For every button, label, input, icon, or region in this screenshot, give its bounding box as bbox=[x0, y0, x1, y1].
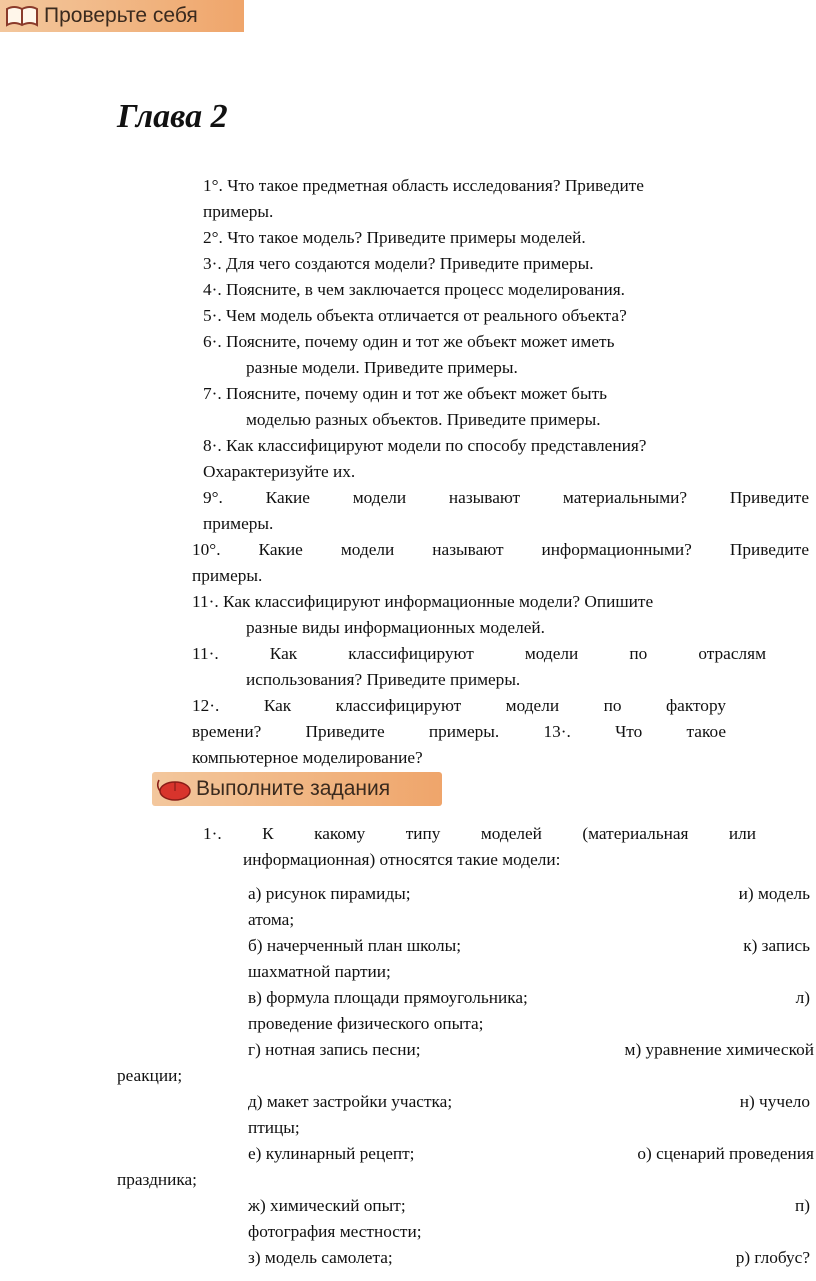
question-line: Охарактеризуйте их. bbox=[203, 462, 356, 481]
question-line: 5·. Чем модель объекта отличается от реального объекта? bbox=[203, 306, 627, 325]
question-line: примеры. bbox=[192, 566, 263, 585]
option-item: л) bbox=[795, 988, 810, 1007]
book-icon bbox=[0, 3, 44, 29]
question-line: 12·. Как классифицируют модели по фактору bbox=[192, 696, 726, 715]
option-item: в) формула площади прямоугольника; bbox=[248, 988, 528, 1007]
option-item: н) чучело bbox=[739, 1092, 810, 1111]
option-item: д) макет застройки участка; bbox=[248, 1092, 453, 1111]
option-item: р) глобус? bbox=[735, 1248, 810, 1267]
question-line: примеры. bbox=[203, 202, 274, 221]
question-line: 9°. Какие модели называют материальными? Приведите bbox=[203, 488, 809, 507]
question-line: 11·. Как классифицируют информационные модели? Опишите bbox=[192, 592, 654, 611]
check-yourself-banner bbox=[0, 0, 244, 32]
question-line: 2°. Что такое модель? Приведите примеры моделей. bbox=[203, 228, 586, 247]
option-item: м) уравнение химической bbox=[624, 1040, 814, 1059]
option-item: проведение физического опыта; bbox=[248, 1014, 484, 1033]
tasks-banner bbox=[152, 772, 442, 806]
question-line: 8·. Как классифицируют модели по способу представления? bbox=[203, 436, 647, 455]
question-line: 6·. Поясните, почему один и тот же объект может иметь bbox=[203, 332, 615, 351]
tasks-label: Выполните задания bbox=[196, 777, 391, 800]
option-item: праздника; bbox=[117, 1170, 197, 1189]
mouse-icon bbox=[152, 776, 196, 802]
option-item: к) запись bbox=[743, 936, 810, 955]
question-line: 3·. Для чего создаются модели? Приведите примеры. bbox=[203, 254, 594, 273]
option-item: з) модель самолета; bbox=[248, 1248, 393, 1267]
option-item: атома; bbox=[248, 910, 295, 929]
question-line: 4·. Поясните, в чем заключается процесс моделирования. bbox=[203, 280, 626, 299]
option-item: б) начерченный план школы; bbox=[248, 936, 462, 955]
option-item: п) bbox=[794, 1196, 810, 1215]
option-item: г) нотная запись песни; bbox=[248, 1040, 421, 1059]
question-line: использования? Приведите примеры. bbox=[246, 670, 521, 689]
option-item: реакции; bbox=[117, 1066, 183, 1085]
option-item: фотография местности; bbox=[248, 1222, 422, 1241]
check-yourself-label: Проверьте себя bbox=[44, 4, 198, 27]
task-line: 1·. К какому типу моделей (материальная или bbox=[203, 824, 756, 843]
option-item: птицы; bbox=[248, 1118, 300, 1137]
question-line: времени? Приведите примеры. 13·. Что такое bbox=[192, 722, 726, 741]
question-line: моделью разных объектов. Приведите примеры. bbox=[246, 410, 601, 429]
option-item: ж) химический опыт; bbox=[248, 1196, 406, 1215]
chapter-title: Глава 2 bbox=[117, 98, 228, 135]
question-line: 10°. Какие модели называют информационными? Приведите bbox=[192, 540, 809, 559]
question-line: разные модели. Приведите примеры. bbox=[246, 358, 518, 377]
option-item: шахматной партии; bbox=[248, 962, 391, 981]
option-item: о) сценарий проведения bbox=[637, 1144, 814, 1163]
question-line: примеры. bbox=[203, 514, 274, 533]
task-line: информационная) относятся такие модели: bbox=[243, 850, 561, 869]
question-line: компьютерное моделирование? bbox=[192, 748, 423, 767]
question-line: 1°. Что такое предметная область исследования? Приведите bbox=[203, 176, 644, 195]
question-line: 11·. Как классифицируют модели по отраслям bbox=[192, 644, 766, 663]
option-item: е) кулинарный рецепт; bbox=[248, 1144, 415, 1163]
option-item: и) модель bbox=[738, 884, 810, 903]
question-line: разные виды информационных моделей. bbox=[246, 618, 545, 637]
question-line: 7·. Поясните, почему один и тот же объект может быть bbox=[203, 384, 608, 403]
option-item: а) рисунок пирамиды; bbox=[248, 884, 411, 903]
